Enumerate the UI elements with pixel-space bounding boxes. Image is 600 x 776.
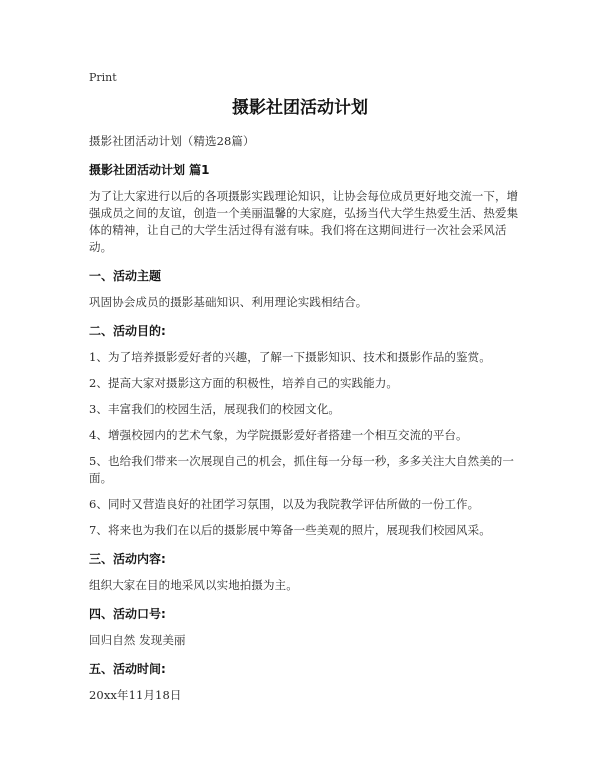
- time-text: 20xx年11月18日: [89, 688, 182, 702]
- slogan-heading: 四、活动口号:: [89, 607, 166, 621]
- theme-heading: 一、活动主题: [89, 269, 162, 283]
- document-title: 摄影社团活动计划: [232, 98, 368, 118]
- intro-paragraph: 为了让大家进行以后的各项摄影实践理论知识，让协会每位成员更好地交流一下，增强成员之间的友谊，创造一个美丽温馨的大家庭，弘扬当代大学生热爱生活、热爱集体的精神，让自己的大学生活过得有滋有味。我们将在这期间进行一次社会采风活动。: [89, 189, 519, 254]
- purpose-item: 4、增强校园内的艺术气象，为学院摄影爱好者搭建一个相互交流的平台。: [89, 428, 468, 442]
- purpose-item: 6、同时又营造良好的社团学习氛围，以及为我院教学评估所做的一份工作。: [89, 497, 480, 511]
- content-text: 组织大家在目的地采风以实地拍摄为主。: [89, 578, 298, 592]
- purpose-item: 1、为了培养摄影爱好者的兴趣，了解一下摄影知识、技术和摄影作品的鉴赏。: [89, 350, 491, 364]
- purpose-heading: 二、活动目的:: [89, 324, 166, 338]
- section-heading: 摄影社团活动计划 篇1: [89, 163, 210, 177]
- purpose-item: 3、丰富我们的校园生活，展现我们的校园文化。: [89, 402, 341, 416]
- theme-text: 巩固协会成员的摄影基础知识、利用理论实践相结合。: [89, 295, 368, 309]
- document-subtitle: 摄影社团活动计划（精选28篇）: [89, 134, 255, 148]
- print-label: Print: [89, 71, 117, 84]
- time-heading: 五、活动时间:: [89, 662, 166, 676]
- purpose-item: 5、也给我们带来一次展现自己的机会，抓住每一分每一秒，多多关注大自然美的一面。: [89, 454, 515, 485]
- slogan-text: 回归自然 发现美丽: [89, 633, 186, 647]
- content-heading: 三、活动内容:: [89, 552, 166, 566]
- document-body: [89, 133, 519, 704]
- purpose-item: 2、提高大家对摄影这方面的积极性，培养自己的实践能力。: [89, 376, 399, 390]
- purpose-item: 7、将来也为我们在以后的摄影展中筹备一些美观的照片，展现我们校园风采。: [89, 523, 491, 537]
